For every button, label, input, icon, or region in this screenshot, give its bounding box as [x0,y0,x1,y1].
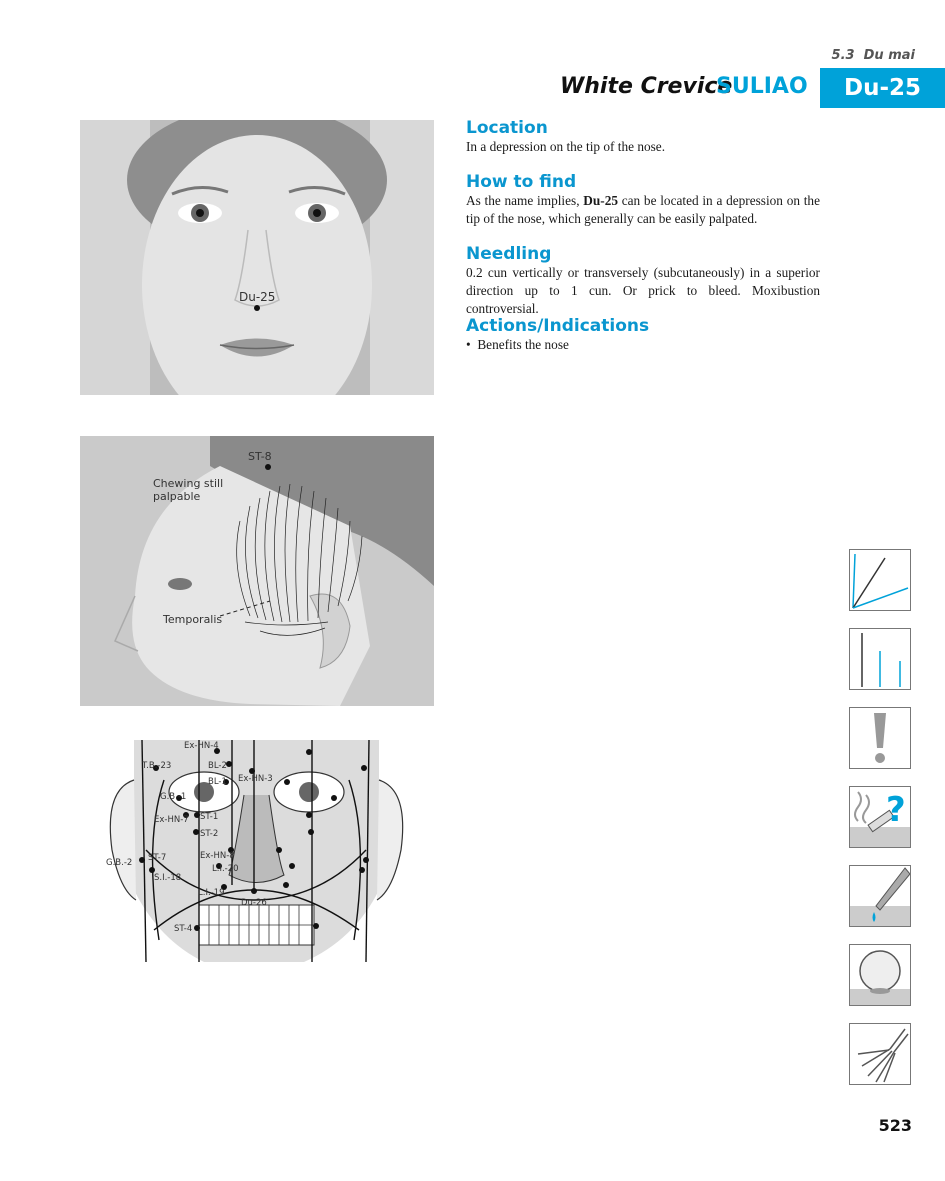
point-english-name: White Crevice [560,74,733,99]
profile-face-photo [80,436,434,706]
li19-label: L.I.-19 [198,888,225,898]
chewing-label-line1: Chewing still [153,477,224,490]
temporalis-label: Temporalis [163,613,223,626]
ex-hn7-label: Ex-HN-7 [154,815,189,825]
needling-heading: Needling [466,244,552,264]
section-number: 5.3 [831,48,855,63]
svg-text:?: ? [886,790,906,830]
how-to-find-text [466,192,820,228]
page-number: 523 [878,1116,912,1135]
section-reference [832,48,915,63]
actions-list-item: • Benefits the nose [466,337,569,352]
skeleton-hand-icon [849,1023,911,1085]
cupping-icon [849,944,911,1006]
location-text: In a depression on the tip of the nose. [466,139,666,154]
moxibustion-question-icon [849,786,911,848]
st4-label: ST-4 [174,924,193,934]
section-name: Du mai [863,48,915,63]
st2-label: ST-2 [200,829,219,839]
point-pinyin-name: SULIAO [716,74,808,99]
ex-hn8-label: Ex-HN-8 [200,851,235,861]
bleeding-lancet-icon [849,865,911,927]
point-code-tab: Du-25 [820,68,945,108]
warning-exclamation-icon [849,707,911,769]
ex-hn3-label: Ex-HN-3 [238,774,273,784]
du26-label: Du-26 [241,898,267,908]
st1-label: ST-1 [200,812,219,822]
bl2-label: BL-2 [208,761,227,771]
how-to-find-text-part2: can be located in a depression on the tip of the nose, which generally can be easily palpated. [466,193,820,226]
actions-heading: Actions/Indications [466,316,650,336]
how-to-find-text-part1: As the name implies, [466,193,584,208]
actions-list [466,336,820,354]
needling-text: 0.2 cun vertically or transversely (subcutaneously) in a superior direction up to 1 cun. Or prick to bleed. Moxibustion controversial. [466,265,820,316]
needle-angles-icon [849,549,911,611]
si18-label: S.I.-18 [154,873,182,883]
li20-label: L.I.-20 [212,864,239,874]
du25-label: Du-25 [239,290,276,304]
face-point-diagram [104,740,409,962]
gb2-label: G.B.-2 [106,858,133,868]
ex-hn4-label: Ex-HN-4 [184,741,219,751]
tb23-label: T.B.-23 [142,761,172,771]
st8-label: ST-8 [248,450,272,463]
frontal-face-photo [80,120,434,395]
how-to-find-point-ref: Du-25 [583,193,618,208]
st7-label: ST-7 [148,853,167,863]
location-heading: Location [466,118,548,138]
how-to-find-heading: How to find [466,172,577,192]
needle-sizes-icon [849,628,911,690]
gb1-label: G.B.-1 [160,792,187,802]
bl1-label: BL-1 [208,777,227,787]
chewing-label-line2: palpable [153,490,201,503]
